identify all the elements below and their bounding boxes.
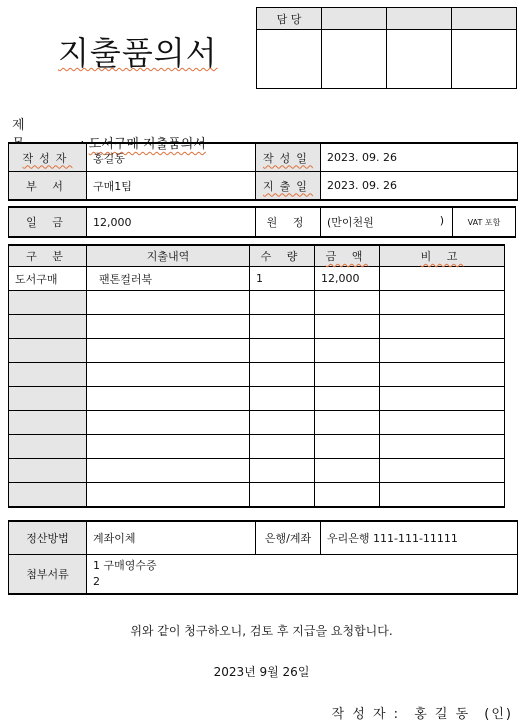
date-label: 작성일 xyxy=(256,143,321,172)
item-remarks[interactable] xyxy=(380,459,505,483)
item-category[interactable] xyxy=(9,483,87,508)
pay-date-label: 지출일 xyxy=(256,172,321,201)
amount-korean[interactable] xyxy=(321,207,453,237)
header-quantity: 수 량 xyxy=(250,245,315,267)
item-description[interactable] xyxy=(87,483,250,508)
item-remarks[interactable] xyxy=(380,291,505,315)
pay-date-value[interactable]: 2023. 09. 26 xyxy=(321,172,518,201)
footer-date: 2023년 9월 26일 xyxy=(213,665,310,679)
item-amount[interactable] xyxy=(315,411,380,435)
item-category[interactable] xyxy=(9,339,87,363)
item-category[interactable]: 도서구매 xyxy=(9,267,87,291)
approval-head-cell xyxy=(387,8,452,30)
footer-seal: (인) xyxy=(484,707,513,722)
item-remarks[interactable] xyxy=(380,483,505,508)
item-quantity[interactable] xyxy=(250,315,315,339)
attach-line-2: 2 xyxy=(93,575,100,588)
approval-head-cell xyxy=(322,8,387,30)
approval-box xyxy=(256,7,517,89)
item-description[interactable] xyxy=(87,435,250,459)
document-title: 지출품의서 xyxy=(58,34,218,72)
item-description[interactable] xyxy=(87,363,250,387)
item-quantity[interactable] xyxy=(250,291,315,315)
settlement-table xyxy=(8,520,518,595)
request-statement: 위와 같이 청구하오니, 검토 후 지급을 요청합니다. xyxy=(130,624,393,638)
item-quantity[interactable] xyxy=(250,339,315,363)
item-quantity[interactable] xyxy=(250,387,315,411)
dept-label: 부 서 xyxy=(9,172,87,201)
item-description[interactable]: 팬톤컬러북 xyxy=(87,267,250,291)
item-description[interactable] xyxy=(87,315,250,339)
item-remarks[interactable] xyxy=(380,339,505,363)
item-amount[interactable] xyxy=(315,363,380,387)
subject-label: 제 xyxy=(12,118,45,133)
item-quantity[interactable] xyxy=(250,363,315,387)
item-category[interactable] xyxy=(9,411,87,435)
item-remarks[interactable] xyxy=(380,315,505,339)
item-amount[interactable] xyxy=(315,339,380,363)
header-category: 구 분 xyxy=(9,245,87,267)
items-table xyxy=(8,244,505,508)
attach-line-1: 1 구매영수증 xyxy=(93,559,157,572)
amount-table xyxy=(8,206,516,238)
method-label: 정산방법 xyxy=(9,521,87,555)
bank-value[interactable]: 우리은행 111-111-11111 xyxy=(321,521,518,555)
item-amount[interactable] xyxy=(315,315,380,339)
item-description[interactable] xyxy=(87,339,250,363)
item-quantity[interactable] xyxy=(250,411,315,435)
footer-writer xyxy=(332,703,513,722)
writer-label: 작성자 xyxy=(9,143,87,172)
amount-korean-text: (만이천원 xyxy=(327,216,374,229)
attach-value[interactable] xyxy=(87,555,518,595)
approval-label: 담 당 xyxy=(257,8,322,30)
item-remarks[interactable] xyxy=(380,411,505,435)
header-description: 지출내역 xyxy=(87,245,250,267)
item-amount[interactable]: 12,000 xyxy=(315,267,380,291)
item-quantity[interactable] xyxy=(250,483,315,508)
item-amount[interactable] xyxy=(315,435,380,459)
item-description[interactable] xyxy=(87,291,250,315)
item-remarks[interactable] xyxy=(380,363,505,387)
header-amount: 금 액 xyxy=(315,245,380,267)
amount-label: 일 금 xyxy=(9,207,87,237)
approval-head-cell xyxy=(452,8,517,30)
method-value[interactable]: 계좌이체 xyxy=(87,521,256,555)
approval-sign-cell[interactable] xyxy=(387,30,452,89)
item-description[interactable] xyxy=(87,387,250,411)
header-remarks: 비 고 xyxy=(380,245,505,267)
subject-value[interactable]: 도서구매 지출품의서 xyxy=(88,137,206,152)
info-table xyxy=(8,142,518,201)
footer-writer-label: 작 성 자 : xyxy=(331,707,401,722)
dept-value[interactable]: 구매1팀 xyxy=(87,172,256,201)
item-amount[interactable] xyxy=(315,387,380,411)
amount-close-paren: ) xyxy=(439,214,444,227)
item-amount[interactable] xyxy=(315,459,380,483)
attach-label: 첨부서류 xyxy=(9,555,87,595)
item-quantity[interactable] xyxy=(250,435,315,459)
item-description[interactable] xyxy=(87,411,250,435)
item-amount[interactable] xyxy=(315,291,380,315)
item-amount[interactable] xyxy=(315,483,380,508)
bank-label: 은행/계좌 xyxy=(256,521,321,555)
item-category[interactable] xyxy=(9,315,87,339)
item-remarks[interactable] xyxy=(380,267,505,291)
item-remarks[interactable] xyxy=(380,387,505,411)
approval-sign-cell[interactable] xyxy=(322,30,387,89)
item-remarks[interactable] xyxy=(380,435,505,459)
item-quantity[interactable] xyxy=(250,459,315,483)
item-category[interactable] xyxy=(9,363,87,387)
won-label: 원 정 xyxy=(256,207,321,237)
footer-writer-name: 홍 길 동 xyxy=(414,707,471,722)
item-description[interactable] xyxy=(87,459,250,483)
item-category[interactable] xyxy=(9,387,87,411)
item-category[interactable] xyxy=(9,459,87,483)
item-category[interactable] xyxy=(9,435,87,459)
approval-sign-cell[interactable] xyxy=(257,30,322,89)
amount-value[interactable]: 12,000 xyxy=(87,207,256,237)
date-value[interactable]: 2023. 09. 26 xyxy=(321,143,518,172)
writer-value[interactable]: 홍길동 xyxy=(87,143,256,172)
vat-note: VAT 포함 xyxy=(453,207,516,237)
item-category[interactable] xyxy=(9,291,87,315)
item-quantity[interactable]: 1 xyxy=(250,267,315,291)
approval-sign-cell[interactable] xyxy=(452,30,517,89)
